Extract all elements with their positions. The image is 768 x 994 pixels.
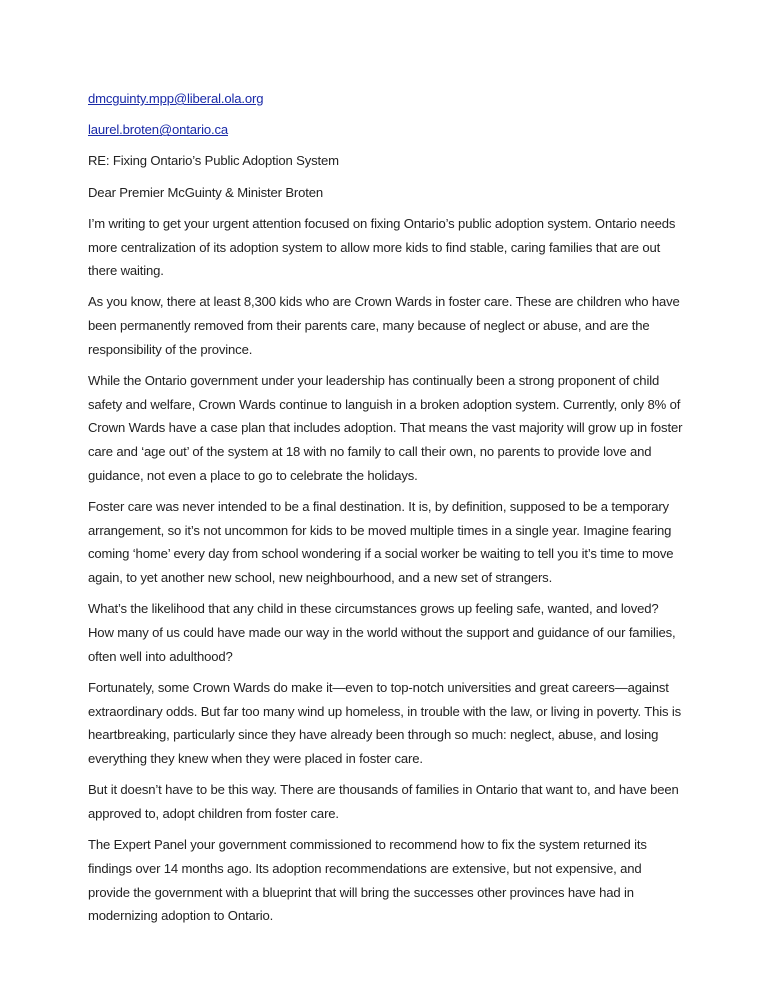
email-line-2: [88, 118, 686, 142]
salutation: Dear Premier McGuinty & Minister Broten: [88, 184, 323, 200]
email-line-1: [88, 87, 686, 111]
paragraph-4: Foster care was never intended to be a final destination. It is, by definition, supposed to be a temporary arrangement, so it’s not uncommon for kids to be moved multiple times in a single year. Imagine fearing coming ‘home’ every day from school wondering if a social worker be waiting to tell you it’s time to move again, to yet another new school, new neighbourhood, and a new set of strangers.: [88, 499, 674, 586]
paragraph-1: I’m writing to get your urgent attention focused on fixing Ontario’s public adoption system. Ontario needs more centralization of its adoption system to allow more kids to find stable, caring families that are out there waiting.: [88, 215, 676, 279]
letter-body: [88, 87, 686, 936]
paragraph-5: What’s the likelihood that any child in these circumstances grows up feeling safe, wanted, and loved? How many of us could have made our way in the world without the support and guidance of our families, often well into adulthood?: [88, 601, 676, 664]
email-link-broten[interactable]: laurel.broten@ontario.ca: [88, 122, 228, 138]
subject-line: RE: Fixing Ontario’s Public Adoption System: [88, 153, 339, 169]
paragraph-7: But it doesn’t have to be this way. There are thousands of families in Ontario that want to, and have been approved to, adopt children from foster care.: [88, 782, 679, 821]
paragraph-6: Fortunately, some Crown Wards do make it—even to top-notch universities and great careers—against extraordinary odds. But far too many wind up homeless, in trouble with the law, or living in poverty. This is heartbreaking, particularly since they have already been through so much: neglect, abuse, and losing everything they knew when they were placed in foster care.: [88, 679, 682, 767]
paragraph-3: While the Ontario government under your leadership has continually been a strong proponent of child safety and welfare, Crown Wards continue to languish in a broken adoption system. Currently, only 8% of Crown Wards have a case plan that includes adoption. That means the vast majority will grow up in foster care and ‘age out’ of the system at 18 with no family to call their own, no parents to provide love and guidance, not even a place to go to celebrate the holidays.: [88, 373, 683, 483]
email-link-mcguinty[interactable]: dmcguinty.mpp@liberal.ola.org: [88, 91, 264, 106]
paragraph-8: The Expert Panel your government commissioned to recommend how to fix the system returned its findings over 14 months ago. Its adoption recommendations are extensive, but not expensive, and provide the government with a blueprint that will bring the successes other provinces have had in modernizing adoption to Ontario.: [88, 837, 647, 924]
paragraph-2: As you know, there at least 8,300 kids who are Crown Wards in foster care. These are children who have been permanently removed from their parents care, many because of neglect or abuse, and are the responsibility of the province.: [88, 294, 680, 357]
